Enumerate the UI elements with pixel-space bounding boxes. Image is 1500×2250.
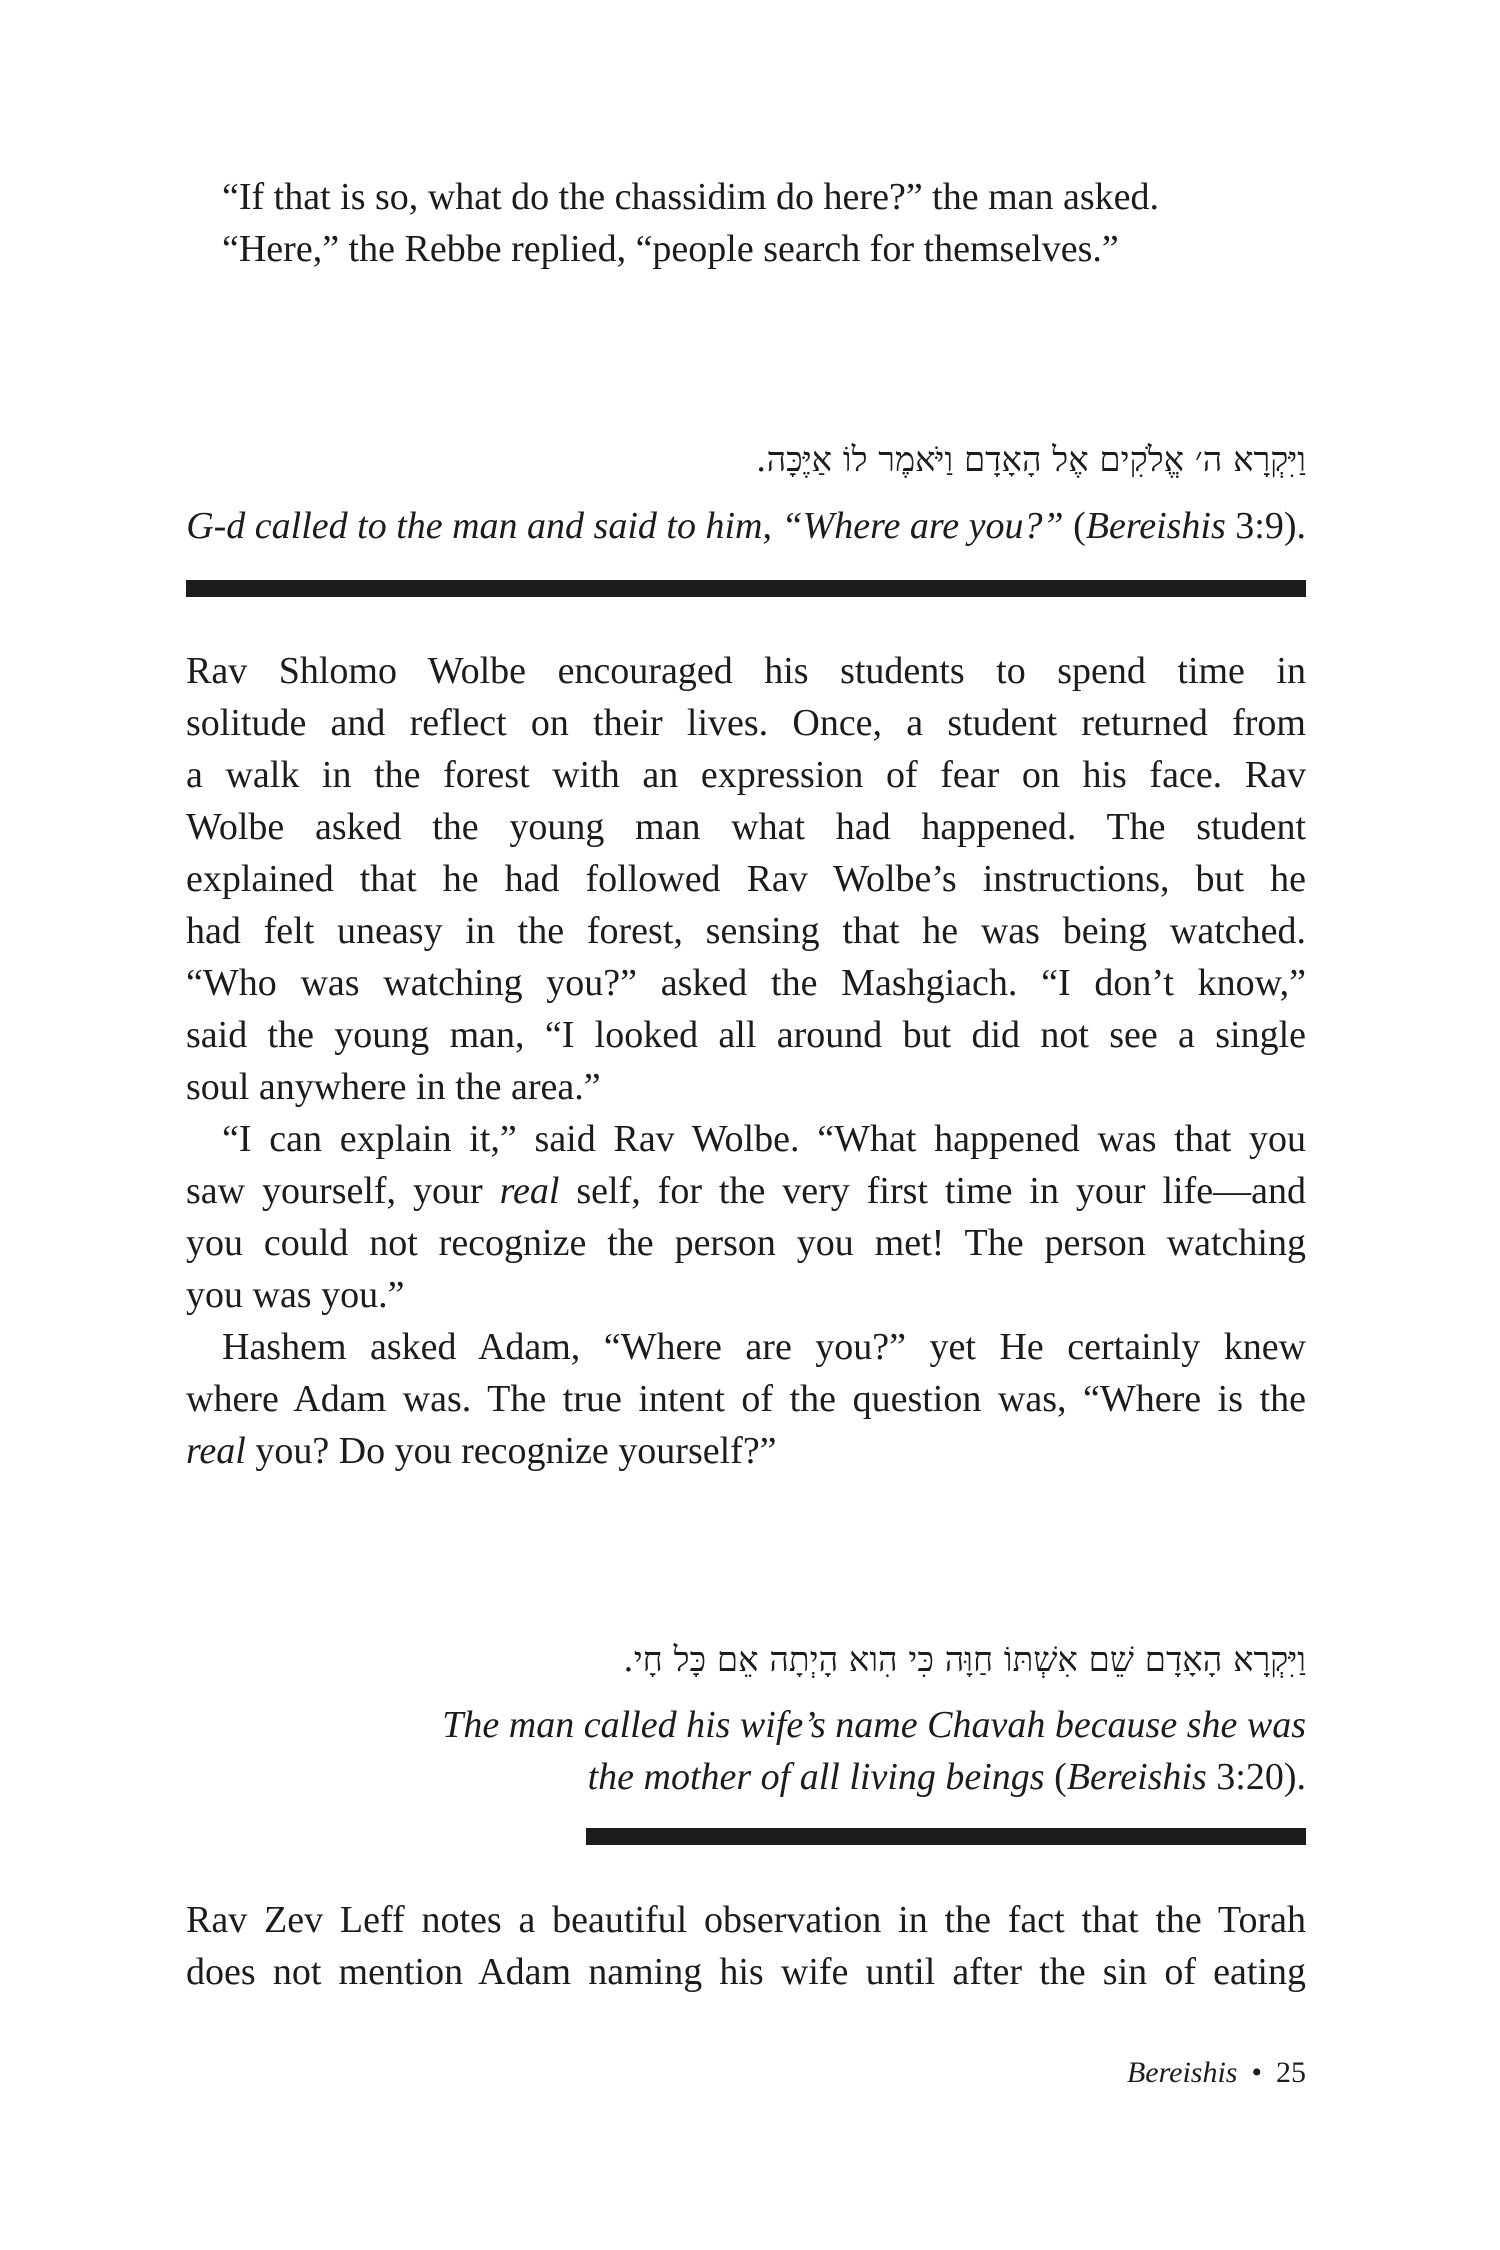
text-line: Hashem asked Adam, “Where are you?” yet He certainly knew bbox=[222, 1326, 1306, 1368]
text-line: Wolbe asked the young man what had happened. The student bbox=[186, 806, 1306, 848]
text-line bbox=[186, 1425, 1306, 1477]
running-head: Bereishis bbox=[1126, 2056, 1238, 2089]
bullet-separator: • bbox=[1251, 2056, 1262, 2089]
story-paragraph bbox=[186, 1321, 1306, 1477]
page-number: 25 bbox=[1276, 2056, 1306, 2089]
text-line: had felt uneasy in the forest, sensing that he was being watched. bbox=[186, 910, 1306, 952]
verse-translation bbox=[442, 1699, 1306, 1803]
text-line: said the young man, “I looked all around but did not see a single bbox=[186, 1014, 1306, 1056]
text-line: “Here,” the Rebbe replied, “people search for themselves.” bbox=[222, 228, 1119, 270]
source-ref: 3:20). bbox=[1206, 1756, 1306, 1798]
text-line: soul anywhere in the area.” bbox=[186, 1066, 601, 1108]
source-book: Bereishis bbox=[1066, 1756, 1207, 1798]
story-paragraph bbox=[186, 1894, 1306, 1998]
text-run: saw yourself, your bbox=[186, 1170, 500, 1212]
text-line: does not mention Adam naming his wife until after the sin of eating bbox=[186, 1951, 1306, 1993]
text-line: Rav Shlomo Wolbe encouraged his students to spend time in bbox=[186, 650, 1306, 692]
verse-translation bbox=[186, 500, 1306, 552]
text-line: you was you.” bbox=[186, 1274, 405, 1316]
hebrew-verse: וַיִּקְרָא הָאָדָם שֵׁם אִשְׁתּוֹ חַוָּה כִּי הִוא הָיְתָה אֵם כָּל חָי. bbox=[622, 1640, 1306, 1680]
text-line: a walk in the forest with an expression of fear on his face. Rav bbox=[186, 754, 1306, 796]
story-paragraph bbox=[186, 645, 1306, 1113]
text-line: solitude and reflect on their lives. Once, a student returned from bbox=[186, 702, 1306, 744]
story-paragraph bbox=[186, 1113, 1306, 1321]
source-ref: 3:9). bbox=[1225, 505, 1306, 547]
section-divider bbox=[586, 1828, 1306, 1845]
source-open: ( bbox=[1044, 1756, 1067, 1798]
text-line: explained that he had followed Rav Wolbe’s instructions, but he bbox=[186, 858, 1306, 900]
section-divider bbox=[186, 580, 1306, 597]
text-line: “Who was watching you?” asked the Mashgiach. “I don’t know,” bbox=[186, 962, 1306, 1004]
source-open: ( bbox=[1063, 505, 1086, 547]
translation-line bbox=[442, 1751, 1306, 1803]
emphasis: real bbox=[186, 1430, 246, 1472]
opening-paragraph bbox=[222, 171, 1306, 275]
text-line: where Adam was. The true intent of the question was, “Where is the bbox=[186, 1378, 1306, 1420]
text-run: you? Do you recognize yourself?” bbox=[245, 1430, 777, 1472]
translation-line: The man called his wife’s name Chavah because she was bbox=[442, 1704, 1306, 1746]
text-run: self, for the very first time in your life—and bbox=[559, 1170, 1306, 1212]
source-book: Bereishis bbox=[1085, 505, 1226, 547]
hebrew-verse: וַיִּקְרָא ה׳ אֱלֹקִים אֶל הָאָדָם וַיֹּאמֶר לוֹ אַיֶּכָּה. bbox=[755, 440, 1306, 480]
page-footer bbox=[1127, 2053, 1306, 2093]
translation-text: the mother of all living beings bbox=[587, 1756, 1045, 1798]
text-line: you could not recognize the person you met! The person watching bbox=[186, 1222, 1306, 1264]
text-line: “If that is so, what do the chassidim do here?” the man asked. bbox=[222, 176, 1160, 218]
translation-text: G-d called to the man and said to him, “Where are you?” bbox=[186, 505, 1064, 547]
emphasis: real bbox=[499, 1170, 560, 1212]
text-line bbox=[186, 1165, 1306, 1217]
text-line: Rav Zev Leff notes a beautiful observation in the fact that the Torah bbox=[186, 1899, 1306, 1941]
text-line: “I can explain it,” said Rav Wolbe. “What happened was that you bbox=[222, 1118, 1306, 1160]
